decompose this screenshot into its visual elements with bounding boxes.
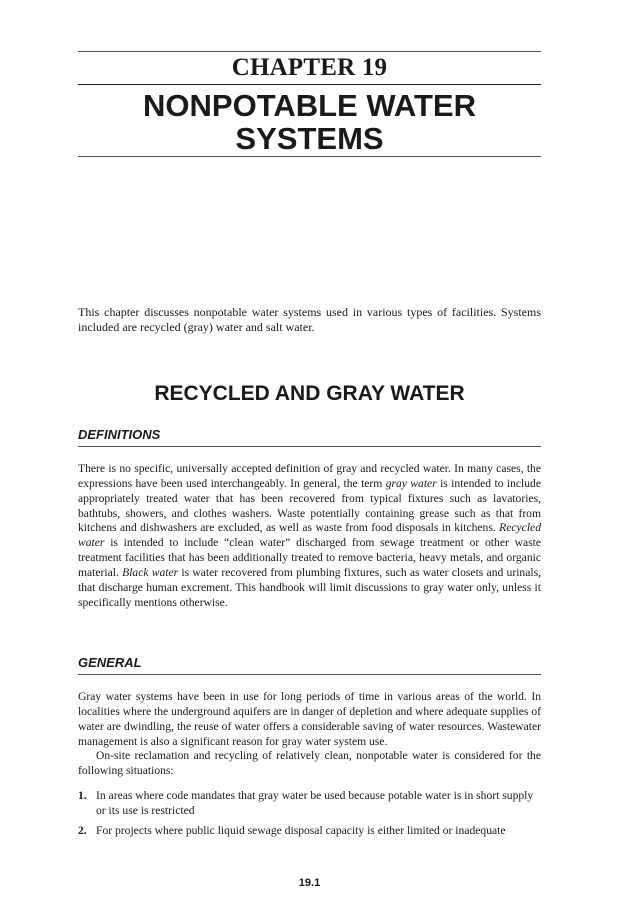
chapter-title-line-1: NONPOTABLE WATER	[143, 88, 476, 123]
definitions-text-d: is water recovered from plumbing fixtures, such as water closets and urinals, that discharge human excrement. This handbook will limit discussions to gray water only, unless it specifically mentions otherwise.	[78, 565, 541, 609]
term-black-water: Black water	[122, 565, 179, 579]
general-rule	[78, 674, 541, 675]
header-top-rule	[78, 51, 541, 52]
definitions-heading: DEFINITIONS	[78, 427, 161, 442]
general-heading: GENERAL	[78, 655, 142, 670]
list-item-number: 2.	[78, 823, 87, 837]
definitions-rule	[78, 446, 541, 447]
chapter-title	[78, 89, 541, 155]
page-number: 19.1	[298, 877, 321, 889]
situations-list	[78, 789, 541, 844]
term-gray-water: gray water	[385, 476, 437, 490]
definitions-paragraph	[78, 462, 541, 610]
general-paragraph-1: Gray water systems have been in use for long periods of time in various areas of the world. In localities where the underground aquifers are in danger of depletion and where adequate supplies of water are dwindling, the reuse of water offers a considerable saving of water resources. Wastewater management is also a significant reason for gray water system use.	[78, 690, 541, 748]
chapter-underline-rule	[78, 84, 541, 85]
list-item	[78, 789, 541, 819]
general-paragraphs	[78, 690, 541, 779]
general-paragraph-2: On-site reclamation and recycling of relatively clean, nonpotable water is considered for the following situations:	[78, 749, 541, 778]
list-item-number: 1.	[78, 789, 87, 802]
chapter-label: CHAPTER 19	[231, 54, 388, 81]
definitions-text-b: is intended to include appropriately treated water that has been recovered from typical fixtures such as lavatories, bathtubs, showers, and clothes washers. Waste potentially containing grease such as that from kitchens and dishwashers are excluded, as well as waste from food disposals in kitchens.	[78, 476, 541, 535]
section-heading: RECYCLED AND GRAY WATER	[154, 382, 465, 405]
term-recycled-water: Recycled water	[78, 521, 541, 550]
chapter-title-line-2: SYSTEMS	[235, 121, 384, 156]
list-item-text: In areas where code mandates that gray water be used because potable water is in short supply or its use is restricted	[96, 789, 534, 817]
title-bottom-rule	[78, 156, 541, 157]
definitions-text-a: There is no specific, universally accepted definition of gray and recycled water. In many cases, the expressions have been used interchangeably. In general, the term	[78, 462, 541, 490]
intro-paragraph: This chapter discusses nonpotable water systems used in various types of facilities. Systems included are recycled (gray) water and salt water.	[78, 305, 541, 334]
list-item-text: For projects where public liquid sewage disposal capacity is either limited or inadequate	[96, 823, 506, 837]
definitions-text-c: is intended to include “clean water” discharged from sewage treatment or other waste treatment facilities that has been additionally treated to remove bacteria, heavy metals, and organic material.	[78, 536, 541, 579]
list-item	[78, 824, 541, 839]
